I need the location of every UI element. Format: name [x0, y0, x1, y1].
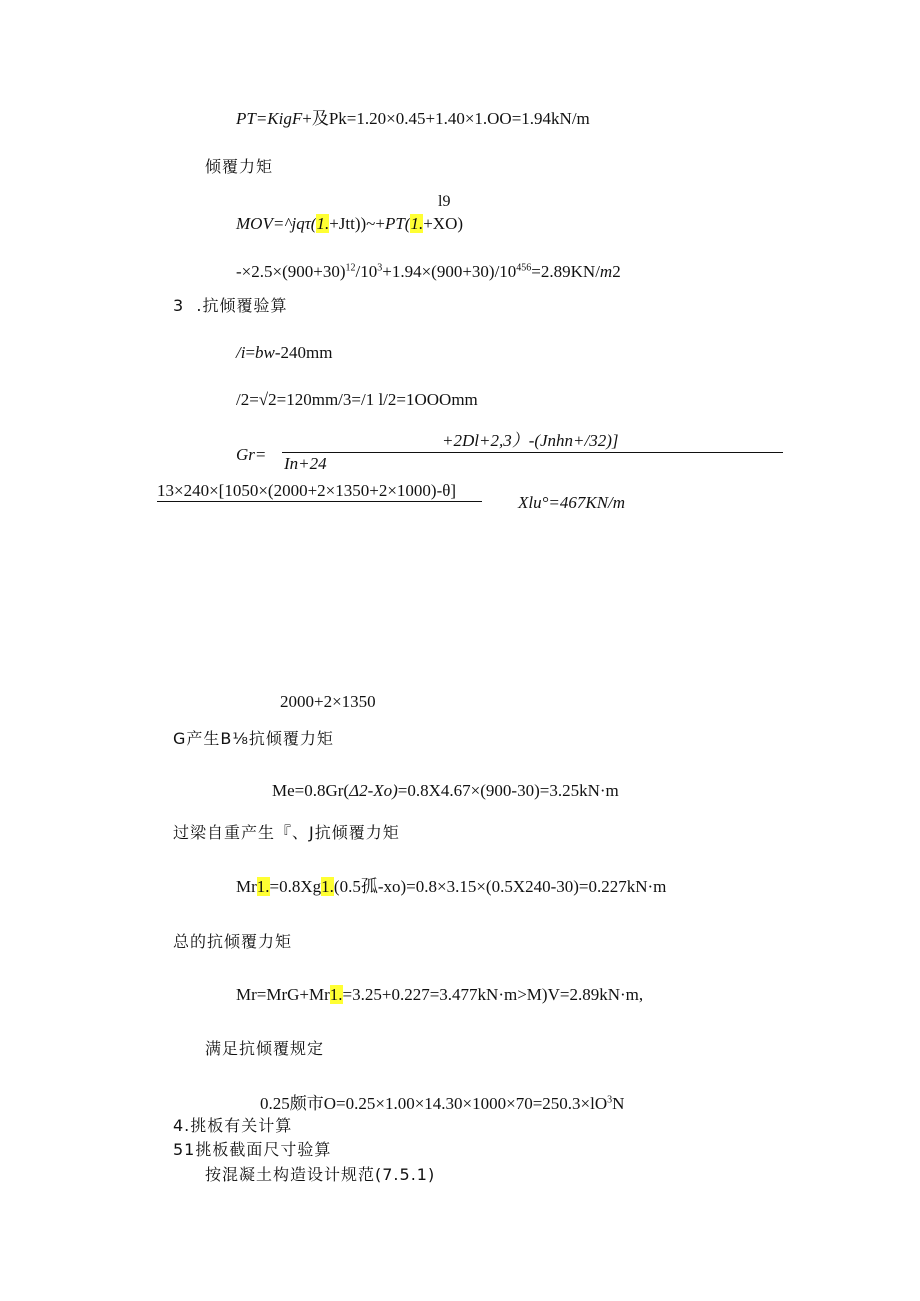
total-moment-heading: 总的抗倾覆力矩 — [173, 932, 293, 951]
gr-long-expression: 13×240×[1050×(2000+2×1350+2×1000)-θ] — [157, 481, 457, 500]
mov-equation: MOV=^jqτ(1.+Jtt))~+PT(1.+XO) — [236, 214, 464, 233]
fraction-bar — [282, 452, 783, 453]
l1-equation: /i=bw-240mm — [236, 343, 333, 362]
mg-equation: Me=0.8Gr(Δ2-Xo)=0.8X4.67×(900-30)=3.25kN·m — [272, 781, 619, 800]
code-reference: 按混凝土构造设计规范(7.5.1) — [205, 1165, 436, 1184]
g-moment-heading: G产生B⅛抗倾覆力矩 — [173, 729, 334, 748]
mr-equation: Mr1.=0.8Xg1.(0.5孤-xo)=0.8×3.15×(0.5X240-30)=0.227kN·m — [236, 877, 667, 896]
superscript-l9: l9 — [438, 193, 451, 210]
tilt-moment-heading: 倾覆力矩 — [205, 157, 274, 176]
gr-label: Gr= — [236, 445, 267, 464]
section-3-heading: 3 .抗倾覆验算 — [173, 296, 288, 315]
gr-denominator: In+24 — [284, 454, 327, 473]
gr-numerator: +2Dl+2,3）-(Jnhn+/32)] — [442, 431, 619, 450]
pt-equation: PT=KigF+及Pk=1.20×0.45+1.40×1.OO=1.94kN/m — [236, 109, 590, 128]
mov-calculation: $-\times 2.5\times(900+30)^{12}/10^3+1.94\times(900+30)/10^{456}=2.89KN/m2$ — [236, 262, 621, 281]
gr-result: Xlu°=467KN/m — [518, 493, 626, 512]
long-expression-rule — [157, 501, 482, 502]
section-4-heading: 4.挑板有关计算 — [173, 1116, 293, 1135]
satisfy-note: 满足抗倾覆规定 — [205, 1039, 325, 1058]
sum-term: 2000+2×1350 — [280, 692, 376, 711]
beam-moment-heading: 过梁自重产生『、J抗倾覆力矩 — [173, 823, 400, 842]
l2-l3-equation: /2=√2=120mm/3=/1 l/2=1OOOmm — [236, 390, 478, 409]
section-51-heading: 51挑板截面尺寸验算 — [173, 1140, 332, 1159]
concrete-equation: 0.25颇市$O=0.25\times 1.00\times 14.30\times 1000\times 70=250.3\times lO^3N$ — [260, 1094, 625, 1113]
total-equation: Mr=MrG+Mr1.=3.25+0.227=3.477kN·m>M)V=2.89kN·m, — [236, 985, 644, 1004]
